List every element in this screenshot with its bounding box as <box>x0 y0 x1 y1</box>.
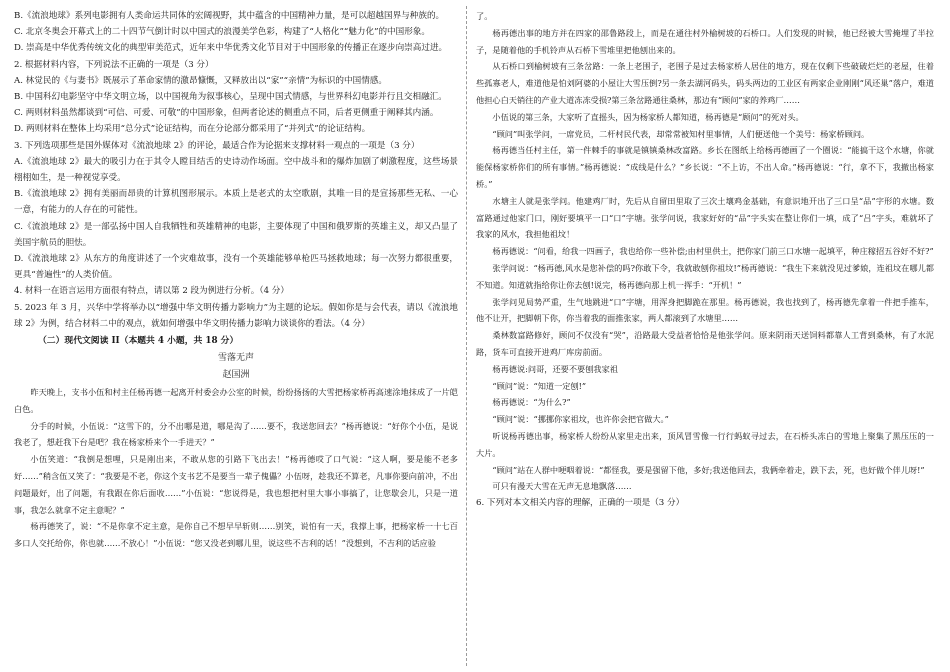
story-paragraph: 杨再德说:问哥，还要不要刨我家祖 <box>492 363 618 374</box>
story-paragraph: 杨再德说：“问看，给我一四画子，我也给你一些补偿;由村里供土，把你家门前三口水塘一起填平，种庄稼招五谷好不好?” <box>492 246 934 257</box>
q2-option-a: A. 林觉民的《与妻书》既展示了革命家情的激昂慷慨，又释放出以“家”“亲情”为标识的中国情感。 <box>14 75 387 86</box>
story-paragraph: 可只有漫天大雪在无声无息地飘落…… <box>492 481 632 492</box>
q1-option-c: C. 北京冬奥会开幕式上的二十四节气倒计时以中国式的浪漫美学色彩，构建了“人格化”“魅力化”的中国形象。 <box>14 27 431 38</box>
story-paragraph: 了。 <box>476 11 493 21</box>
story-paragraph: 杨再德出事的地方并在四家的邵鲁路段上，而是在通往村外榆树坡的石桥口。人们发现的时候，他已经被大雪掩埋了半拉子，是随着他的手机铃声从石桥下雪堆里把他刨出来的。 <box>476 27 934 55</box>
story-paragraph: 桑林数富路修好，顾问不仅没有“哭”，沿路最大受益者恰恰是他张学问。原来阴雨天送饲料都靠人工背到桑林，有了水泥路，货车可直接开进鸡厂库房前面。 <box>476 330 934 357</box>
story-paragraph: “顾问”说：“知道一定刨!” <box>492 380 587 391</box>
left-column <box>14 8 458 654</box>
question-6-stem: 6. 下列对本文相关内容的理解，正确的一项是（3 分） <box>476 498 685 509</box>
question-2-stem: 2. 根据材料内容，下列说法不正确的一项是（3 分） <box>14 59 214 70</box>
question-4: 4. 材料一在语言运用方面很有特点，请以第 2 段为例进行分析。（4 分） <box>14 286 289 297</box>
column-divider <box>466 6 467 666</box>
story-paragraph: 分手的时候，小伍说：“这雪下的，分不出哪是道，哪是沟了……要不，我送您回去？”杨再德说：“好你个小伍，是说我老了，想赶我下台是吧？我在杨家桥来个一手进天？” <box>14 420 458 448</box>
q2-option-c: C. 两则材料虽然都谈到“可信、可爱、可敬”的中国形象，但两者论述的侧重点不同，后者更侧重于阐释其内涵。 <box>14 108 439 119</box>
story-paragraph: “顾问”叫张学问，一席党员，二杆村民代表，却常常被知村里事情，人们便送他一个美号：杨家桥顾问。 <box>492 128 870 139</box>
story-title: 雪落无声 <box>217 353 254 364</box>
story-paragraph: 昨天晚上，支书小伍和村主任杨再德一起离开村委会办公室的时候，纷纷扬扬的大雪把杨家桥再高速涂地抹成了一片皑白色。 <box>14 387 458 414</box>
q2-option-d: D. 两则材料在整体上均采用“总分式”论证结构，而在分论部分都采用了“并列式”的论证结构。 <box>14 124 371 135</box>
story-paragraph: 张学问说：“杨再德,风水是您补偿的吗?你敢下令，我就敢刨你祖坟!”杨再德说：“我生下来就没见过爹娘，连祖坟在哪儿都不知道。知道就指给你让你去刨!说完，杨再德向那上机一挥手：“开机！” <box>476 262 934 290</box>
q3-option-b: B.《流浪地球 2》拥有美丽而昂贵的计算机图形展示。本质上是老式的太空歌剧，其唯一目的是宣扬那些无私、一心一意，有能力的人存在的可能性。 <box>14 189 458 216</box>
q3-option-d: D.《流浪地球 2》从东方的角度讲述了一个灾难故事，没有一个英雄能够单枪匹马拯救地球；每一次努力都很重要，更具“普遍性”的人类价值。 <box>14 254 458 281</box>
story-paragraph: 小伍笑道：“我倒是想哩，只是刚出来，不敢从您的引路下飞出去！”杨再德哎了口气说：“这人啊，要是能不老多好……”稍含伍又笑了：“我要是不老，你这个支书艺不是要当一辈子傀儡？小伍呀，趁我还不算老，凡事你要向前冲，不出问题最好，出了问题，有我跟在你后面收……”小伍说：“您说得是，我也想把村里大事小事搞了，让您歇会儿，只是一道事，我怎么就拿不定主意呢？” <box>14 454 458 515</box>
question-3-stem: 3. 下列选项那些是国外媒体对《流浪地球 2》的评论，最适合作为论据来支撑材料一观点的一项是（3 分） <box>14 140 420 151</box>
q3-option-a: A.《流浪地球 2》最大的吸引力在于其令人瞠目结舌的史诗动作场面。空中战斗和的爆炸加剧了刺激程度，这些场景栩栩如生，是一种视觉享受。 <box>14 156 458 184</box>
story-paragraph: 小伍说的第三条，大家听了直摇头，因为杨家桥人都知道，杨再德是“顾问”的死对头。 <box>492 111 804 122</box>
story-paragraph: 从石桥口到榆树坡有三条岔路：一条上老围子，老围子是过去杨家桥人居住的地方，现在仅剩下些破破烂烂的老屋，住着些孤寡老人，难道他是怕刘阿婆的小屋让大雪压倒?另一条去湖河码头，码头两边的工业区有两家企业刚刚“风还巢”落户，难道他担心白天销往的产业大道冻冻受损?第三条岔路通往桑林，那边有“顾问”家的养鸡厂…… <box>476 61 934 105</box>
story-paragraph: 水塘主人就是张学问。他建鸡厂时，先后从自留田里取了三次土壤鸡金基础，有意识地开出了三口呈“品”字形的水塘。数富路通过他家门口，刚好要填平一口“口”字塘。张学问说，我家好好的“品”字头实在整让你们一填，成了“吕”字头，难就坏了我家的风水，我担他祖坟！ <box>476 195 934 240</box>
story-paragraph: 杨再德当任村主任，第一件棘手的事就是镇镇桑林改富路。乡长在图纸上给杨再德画了一个圈说：“能搞干这个水塘，你就能保杨家桥你们的所有事情。”杨再德说：“成线是什么？”乡长说：“不上访，不出人命。”杨再德说：“行，拿不下，我撤出杨家桥。” <box>476 145 934 189</box>
q3-option-c: C.《流浪地球 2》是一部弘扬中国人自我牺牲和英雄精神的电影，主要体现了中国和俄罗斯的英雄主义，却又凸显了美国宇航员的胆怯。 <box>14 221 458 248</box>
story-paragraph: 杨再德说：“为什么?” <box>492 397 571 408</box>
story-paragraph: 杨再德笑了，说：“不是你拿不定主意，是你自己不想早早斩则……别笑，说怕有一天，我撑上事，把杨家桥一十七百多口人交托给你，你也就……不放心！”小伍说：“您又没老到哪儿里，说这些不吉利的话！”没想到，不吉利的话应验 <box>14 521 458 549</box>
story-paragraph: 张学问见局势严重，生气地跳进“口”字塘，用浑身把脚跪在那里。杨再德说，我也找到了，杨再德先拿着一件把手推车，他不让开，把脚朝下你，你当着我的面推张家，两人都滚到了水塘里…… <box>476 296 934 324</box>
q2-option-b: B. 中国科幻电影坚守中华文明立场，以中国视角为叙事核心，呈现中国式情感，与世界科幻电影并行且交相融汇。 <box>14 92 447 103</box>
story-paragraph: “顾问”说：“挪挪你家祖坟，也许你会把官做大。” <box>492 414 669 425</box>
story-author: 赵国洲 <box>222 370 250 381</box>
q1-option-b: B.《流浪地球》系列电影拥有人类命运共同体的宏阔视野，其中蕴含的中国精神力量，是可以超越国界与种族的。 <box>14 11 445 21</box>
story-paragraph: “顾问”站在人群中哽咽着说：“都怪我，要是强留下他，多好;我送他回去，我俩牵着走，跌下去，死，也好做个伴儿呀!” <box>492 464 925 475</box>
right-column <box>476 8 934 654</box>
story-paragraph: 听说杨再德出事，杨家桥人纷纷从家里走出来，顶风冒雪像一行行蚂蚁寻过去，在石桥头冻白的雪地上聚集了黑压压的一大片。 <box>476 430 934 458</box>
section-title: （二）现代文阅读 II（本题共 4 小题，共 18 分） <box>38 336 239 347</box>
question-5: 5. 2023 年 3 月，兴华中学将举办以“增强中华文明传播力影响力”为主题的论坛。假如你是与会代表，请以《流浪地球 2》为例，结合材料二中的观点，就如何增强中华文明传播力影响力谈谈你的看法。（4 分） <box>14 302 458 329</box>
q1-option-d: D. 崇高是中华优秀传统文化的典型审美范式，近年来中华优秀文化节目对于中国形象的传播正在逐步向崇高过进。 <box>14 43 448 54</box>
